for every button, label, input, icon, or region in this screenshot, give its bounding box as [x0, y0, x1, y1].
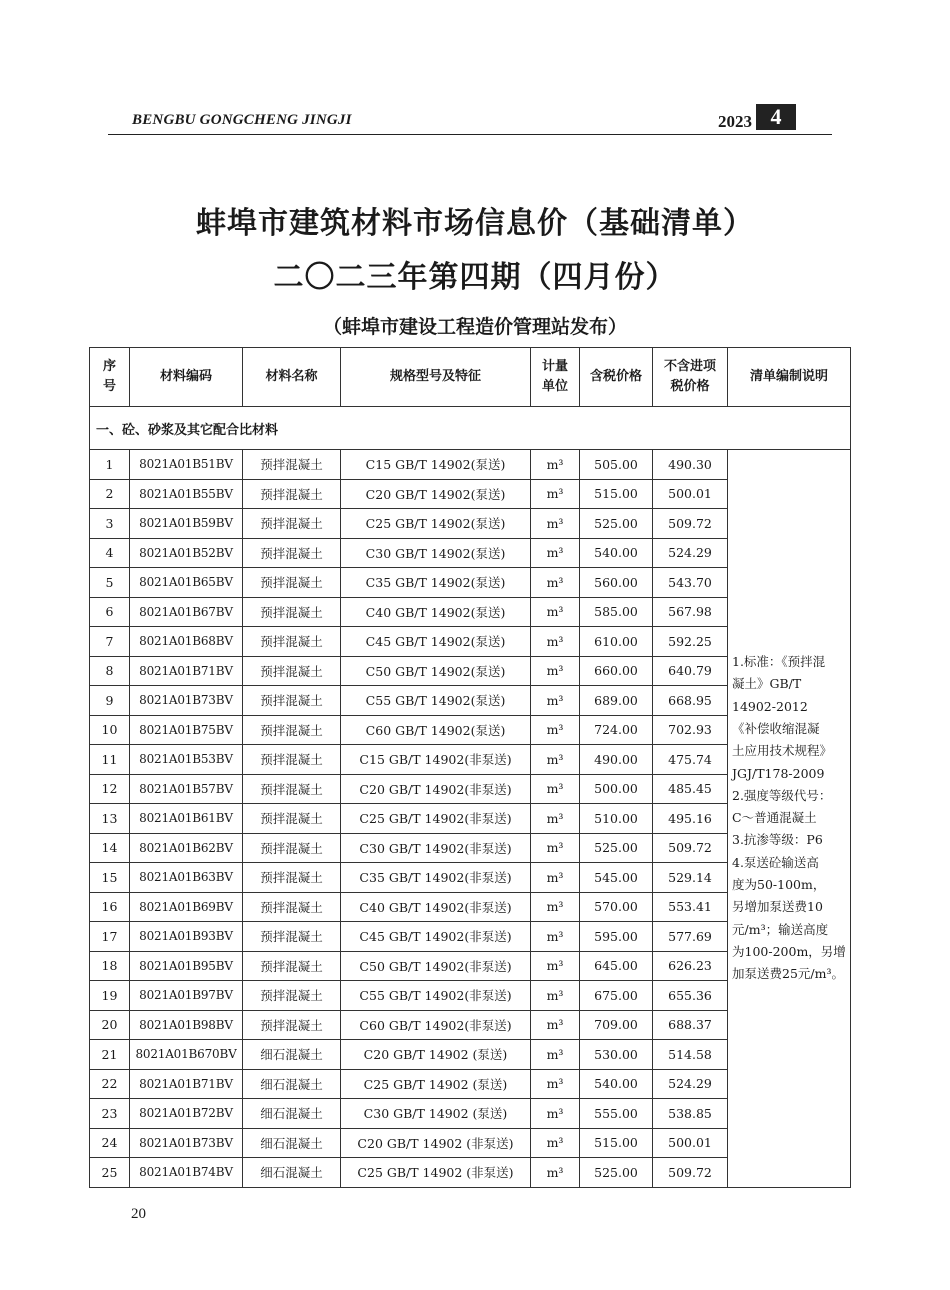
price-with-tax: 490.00	[580, 745, 653, 775]
material-code: 8021A01B69BV	[130, 892, 243, 922]
note-line: 为100-200m，另增	[732, 943, 846, 959]
table-row	[90, 450, 851, 480]
material-code: 8021A01B57BV	[130, 774, 243, 804]
material-name: 预拌混凝土	[243, 686, 341, 716]
material-name: 细石混凝土	[243, 1069, 341, 1099]
material-code: 8021A01B68BV	[130, 627, 243, 657]
price-with-tax: 540.00	[580, 538, 653, 568]
row-number: 6	[90, 597, 130, 627]
row-number: 5	[90, 568, 130, 598]
journal-name: BENGBU GONGCHENG JINGJI	[132, 112, 352, 128]
spec-text: C40 GB/T 14902(泵送)	[341, 597, 531, 627]
note-line: 另增加泵送费10	[732, 899, 823, 915]
material-name: 预拌混凝土	[243, 656, 341, 686]
material-code: 8021A01B55BV	[130, 479, 243, 509]
price-with-tax: 675.00	[580, 981, 653, 1011]
document-title: 蚌埠市建筑材料市场信息价（基础清单）	[196, 206, 754, 241]
material-name: 预拌混凝土	[243, 715, 341, 745]
column-header-line: 号	[102, 379, 116, 394]
material-code: 8021A01B59BV	[130, 509, 243, 539]
row-number: 12	[90, 774, 130, 804]
note-line: 土应用技术规程》	[732, 743, 833, 759]
unit: m³	[531, 922, 580, 952]
unit: m³	[531, 774, 580, 804]
unit: m³	[531, 951, 580, 981]
material-name: 预拌混凝土	[243, 1010, 341, 1040]
column-header-line: 材料名称	[265, 369, 318, 384]
spec-text: C35 GB/T 14902(泵送)	[341, 568, 531, 598]
spec-text: C15 GB/T 14902(泵送)	[341, 450, 531, 480]
price-with-tax: 510.00	[580, 804, 653, 834]
price-with-tax: 610.00	[580, 627, 653, 657]
column-header	[243, 348, 341, 407]
price-with-tax: 689.00	[580, 686, 653, 716]
column-header	[580, 348, 653, 407]
unit: m³	[531, 863, 580, 893]
material-code: 8021A01B74BV	[130, 1158, 243, 1188]
note-line: JGJ/T178-2009	[732, 765, 825, 781]
spec-text: C20 GB/T 14902 (泵送)	[341, 1040, 531, 1070]
row-number: 14	[90, 833, 130, 863]
unit: m³	[531, 715, 580, 745]
price-without-tax: 500.01	[653, 1128, 728, 1158]
material-name: 预拌混凝土	[243, 804, 341, 834]
unit: m³	[531, 1158, 580, 1188]
unit: m³	[531, 1128, 580, 1158]
unit: m³	[531, 450, 580, 480]
row-number: 17	[90, 922, 130, 952]
material-name: 预拌混凝土	[243, 479, 341, 509]
material-name: 预拌混凝土	[243, 892, 341, 922]
row-number: 18	[90, 951, 130, 981]
price-without-tax: 509.72	[653, 1158, 728, 1188]
material-name: 预拌混凝土	[243, 774, 341, 804]
material-name: 预拌混凝土	[243, 627, 341, 657]
price-without-tax: 509.72	[653, 509, 728, 539]
price-without-tax: 592.25	[653, 627, 728, 657]
material-code: 8021A01B97BV	[130, 981, 243, 1011]
material-name: 细石混凝土	[243, 1158, 341, 1188]
price-with-tax: 505.00	[580, 450, 653, 480]
price-without-tax: 626.23	[653, 951, 728, 981]
note-line: 3.抗渗等级：P6	[732, 832, 823, 848]
price-without-tax: 538.85	[653, 1099, 728, 1129]
unit: m³	[531, 981, 580, 1011]
note-line: 度为50-100m，	[732, 876, 826, 892]
unit: m³	[531, 833, 580, 863]
unit: m³	[531, 745, 580, 775]
price-without-tax: 475.74	[653, 745, 728, 775]
material-code: 8021A01B51BV	[130, 450, 243, 480]
unit: m³	[531, 509, 580, 539]
material-code: 8021A01B52BV	[130, 538, 243, 568]
unit: m³	[531, 479, 580, 509]
notes-cell	[728, 450, 851, 1188]
material-name: 预拌混凝土	[243, 450, 341, 480]
spec-text: C20 GB/T 14902(泵送)	[341, 479, 531, 509]
price-without-tax: 529.14	[653, 863, 728, 893]
material-code: 8021A01B67BV	[130, 597, 243, 627]
column-header	[728, 348, 851, 407]
material-code: 8021A01B95BV	[130, 951, 243, 981]
unit: m³	[531, 804, 580, 834]
price-without-tax: 485.45	[653, 774, 728, 804]
note-line: 4.泵送砼输送高	[732, 854, 819, 870]
unit: m³	[531, 1099, 580, 1129]
price-without-tax: 514.58	[653, 1040, 728, 1070]
row-number: 8	[90, 656, 130, 686]
row-number: 25	[90, 1158, 130, 1188]
column-header	[90, 348, 130, 407]
price-with-tax: 570.00	[580, 892, 653, 922]
row-number: 24	[90, 1128, 130, 1158]
note-line: 《补偿收缩混凝	[732, 720, 820, 736]
column-header	[341, 348, 531, 407]
spec-text: C30 GB/T 14902 (泵送)	[341, 1099, 531, 1129]
price-without-tax: 640.79	[653, 656, 728, 686]
unit: m³	[531, 1069, 580, 1099]
column-header-line: 材料编码	[159, 369, 212, 384]
spec-text: C50 GB/T 14902(泵送)	[341, 656, 531, 686]
price-with-tax: 515.00	[580, 1128, 653, 1158]
row-number: 20	[90, 1010, 130, 1040]
material-code: 8021A01B73BV	[130, 1128, 243, 1158]
spec-text: C30 GB/T 14902(非泵送)	[341, 833, 531, 863]
price-without-tax: 524.29	[653, 538, 728, 568]
price-with-tax: 555.00	[580, 1099, 653, 1129]
row-number: 7	[90, 627, 130, 657]
price-with-tax: 525.00	[580, 509, 653, 539]
row-number: 11	[90, 745, 130, 775]
unit: m³	[531, 1010, 580, 1040]
price-with-tax: 530.00	[580, 1040, 653, 1070]
price-without-tax: 553.41	[653, 892, 728, 922]
row-number: 9	[90, 686, 130, 716]
spec-text: C55 GB/T 14902(非泵送)	[341, 981, 531, 1011]
price-with-tax: 540.00	[580, 1069, 653, 1099]
material-name: 细石混凝土	[243, 1040, 341, 1070]
material-name: 预拌混凝土	[243, 833, 341, 863]
material-name: 预拌混凝土	[243, 568, 341, 598]
spec-text: C55 GB/T 14902(泵送)	[341, 686, 531, 716]
unit: m³	[531, 686, 580, 716]
unit: m³	[531, 656, 580, 686]
document-publisher: （蚌埠市建设工程造价管理站发布）	[322, 316, 627, 338]
material-code: 8021A01B75BV	[130, 715, 243, 745]
column-header	[531, 348, 580, 407]
row-number: 19	[90, 981, 130, 1011]
material-name: 预拌混凝土	[243, 981, 341, 1011]
note-line: 加泵送费25元/m³。	[732, 966, 844, 982]
material-code: 8021A01B63BV	[130, 863, 243, 893]
price-with-tax: 560.00	[580, 568, 653, 598]
column-header-line: 清单编制说明	[749, 369, 828, 384]
column-header-line: 不含进项	[663, 359, 716, 374]
note-line: 1.标准：《预拌混	[732, 654, 826, 670]
table-header-row	[90, 348, 851, 407]
row-number: 2	[90, 479, 130, 509]
material-code: 8021A01B71BV	[130, 656, 243, 686]
spec-text: C45 GB/T 14902(非泵送)	[341, 922, 531, 952]
price-without-tax: 524.29	[653, 1069, 728, 1099]
material-name: 预拌混凝土	[243, 509, 341, 539]
note-line: 14902-2012	[732, 698, 808, 714]
unit: m³	[531, 627, 580, 657]
row-number: 16	[90, 892, 130, 922]
price-with-tax: 645.00	[580, 951, 653, 981]
material-code: 8021A01B71BV	[130, 1069, 243, 1099]
issue-number-badge: 4	[756, 104, 796, 130]
row-number: 10	[90, 715, 130, 745]
material-code: 8021A01B53BV	[130, 745, 243, 775]
note-line: 元/m³；输送高度	[732, 921, 829, 937]
price-without-tax: 567.98	[653, 597, 728, 627]
running-header	[108, 104, 832, 138]
material-name: 预拌混凝土	[243, 597, 341, 627]
column-header-line: 含税价格	[589, 369, 642, 384]
price-without-tax: 509.72	[653, 833, 728, 863]
material-code: 8021A01B93BV	[130, 922, 243, 952]
spec-text: C35 GB/T 14902(非泵送)	[341, 863, 531, 893]
price-with-tax: 500.00	[580, 774, 653, 804]
spec-text: C20 GB/T 14902 (非泵送)	[341, 1128, 531, 1158]
material-name: 预拌混凝土	[243, 538, 341, 568]
unit: m³	[531, 892, 580, 922]
column-header-line: 税价格	[670, 379, 710, 394]
price-without-tax: 688.37	[653, 1010, 728, 1040]
material-name: 预拌混凝土	[243, 922, 341, 952]
price-without-tax: 543.70	[653, 568, 728, 598]
price-with-tax: 585.00	[580, 597, 653, 627]
unit: m³	[531, 568, 580, 598]
column-header-line: 单位	[541, 379, 568, 394]
price-table	[89, 347, 851, 1188]
row-number: 21	[90, 1040, 130, 1070]
price-without-tax: 500.01	[653, 479, 728, 509]
price-with-tax: 724.00	[580, 715, 653, 745]
spec-text: C50 GB/T 14902(非泵送)	[341, 951, 531, 981]
material-code: 8021A01B61BV	[130, 804, 243, 834]
material-code: 8021A01B62BV	[130, 833, 243, 863]
column-header-line: 计量	[541, 359, 568, 374]
spec-text: C25 GB/T 14902(非泵送)	[341, 804, 531, 834]
unit: m³	[531, 1040, 580, 1070]
spec-text: C40 GB/T 14902(非泵送)	[341, 892, 531, 922]
spec-text: C60 GB/T 14902(非泵送)	[341, 1010, 531, 1040]
price-without-tax: 702.93	[653, 715, 728, 745]
price-without-tax: 668.95	[653, 686, 728, 716]
issue-year: 2023	[718, 112, 752, 131]
page-number: 20	[131, 1206, 146, 1222]
price-without-tax: 577.69	[653, 922, 728, 952]
spec-text: C15 GB/T 14902(非泵送)	[341, 745, 531, 775]
price-with-tax: 525.00	[580, 1158, 653, 1188]
section-row	[90, 407, 851, 450]
row-number: 1	[90, 450, 130, 480]
unit: m³	[531, 538, 580, 568]
spec-text: C25 GB/T 14902 (非泵送)	[341, 1158, 531, 1188]
spec-text: C30 GB/T 14902(泵送)	[341, 538, 531, 568]
unit: m³	[531, 597, 580, 627]
note-line: 2.强度等级代号：	[732, 787, 832, 803]
spec-text: C45 GB/T 14902(泵送)	[341, 627, 531, 657]
material-name: 细石混凝土	[243, 1099, 341, 1129]
material-name: 细石混凝土	[243, 1128, 341, 1158]
column-header-line: 规格型号及特征	[389, 369, 481, 384]
price-with-tax: 545.00	[580, 863, 653, 893]
spec-text: C60 GB/T 14902(泵送)	[341, 715, 531, 745]
price-with-tax: 660.00	[580, 656, 653, 686]
column-header-line: 序	[102, 359, 116, 374]
price-with-tax: 515.00	[580, 479, 653, 509]
price-without-tax: 490.30	[653, 450, 728, 480]
row-number: 23	[90, 1099, 130, 1129]
spec-text: C25 GB/T 14902(泵送)	[341, 509, 531, 539]
row-number: 3	[90, 509, 130, 539]
material-code: 8021A01B65BV	[130, 568, 243, 598]
price-without-tax: 655.36	[653, 981, 728, 1011]
column-header	[653, 348, 728, 407]
header-rule	[108, 134, 832, 135]
note-line: C～普通混凝土	[732, 810, 817, 826]
document-period: 二〇二三年第四期（四月份）	[273, 260, 677, 295]
price-without-tax: 495.16	[653, 804, 728, 834]
row-number: 4	[90, 538, 130, 568]
row-number: 13	[90, 804, 130, 834]
section-title: 一、砼、砂浆及其它配合比材料	[90, 407, 851, 450]
material-name: 预拌混凝土	[243, 951, 341, 981]
material-code: 8021A01B670BV	[130, 1040, 243, 1070]
spec-text: C20 GB/T 14902(非泵送)	[341, 774, 531, 804]
price-with-tax: 525.00	[580, 833, 653, 863]
material-code: 8021A01B72BV	[130, 1099, 243, 1129]
material-name: 预拌混凝土	[243, 745, 341, 775]
material-code: 8021A01B73BV	[130, 686, 243, 716]
row-number: 15	[90, 863, 130, 893]
column-header	[130, 348, 243, 407]
price-with-tax: 709.00	[580, 1010, 653, 1040]
spec-text: C25 GB/T 14902 (泵送)	[341, 1069, 531, 1099]
note-line: 凝土》GB/T	[732, 676, 802, 692]
price-with-tax: 595.00	[580, 922, 653, 952]
material-name: 预拌混凝土	[243, 863, 341, 893]
row-number: 22	[90, 1069, 130, 1099]
material-code: 8021A01B98BV	[130, 1010, 243, 1040]
